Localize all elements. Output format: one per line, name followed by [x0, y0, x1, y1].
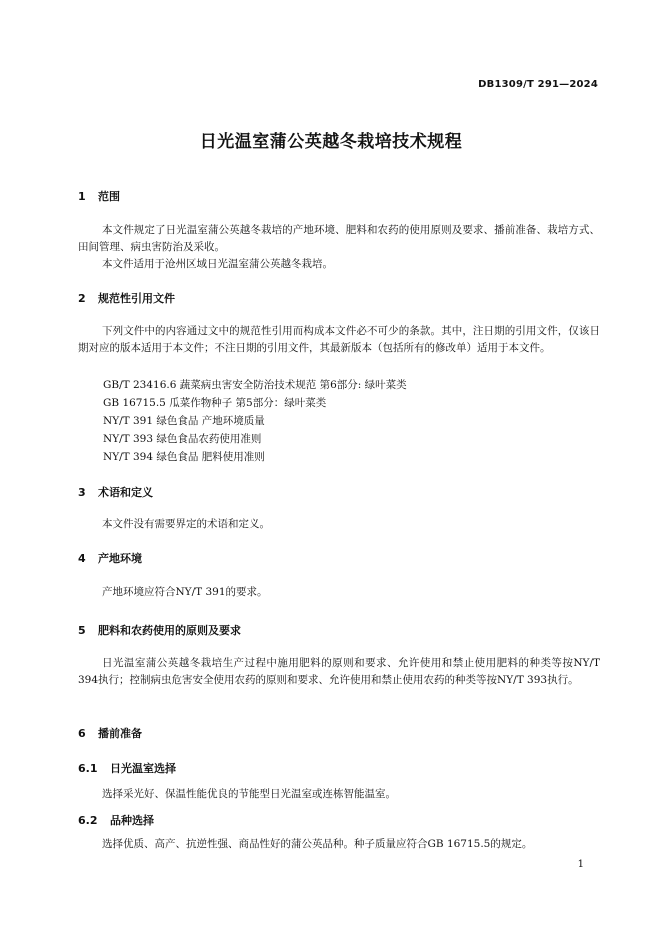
section-number: 1: [78, 190, 86, 203]
document-code: DB1309/T 291—2024: [478, 79, 598, 90]
reference-item: GB 16715.5 瓜菜作物种子 第5部分：绿叶菜类: [103, 397, 327, 409]
section-title: 品种选择: [110, 814, 154, 827]
section-1-paragraph-2: 本文件适用于沧州区域日光温室蒲公英越冬栽培。: [102, 258, 333, 270]
section-title: 日光温室选择: [110, 762, 176, 775]
section-number: 6.2: [78, 814, 98, 827]
section-number: 2: [78, 292, 86, 305]
reference-item: NY/T 393 绿色食品农药使用准则: [103, 433, 262, 445]
section-title: 播前准备: [98, 727, 142, 740]
section-number: 6: [78, 727, 86, 740]
reference-item: GB/T 23416.6 蔬菜病虫害安全防治技术规范 第6部分: 绿叶菜类: [103, 379, 407, 391]
section-2-heading: [78, 290, 175, 306]
section-5-heading: [78, 622, 241, 638]
section-number: 4: [78, 552, 86, 565]
section-6-1-heading: [78, 760, 176, 776]
section-2-paragraph-1: 下列文件中的内容通过文中的规范性引用而构成本文件必不可少的条款。其中，注日期的引用文件，仅该日期对应的版本适用于本文件；不注日期的引用文件，其最新版本（包括所有的修改单）适用于本文件。: [78, 325, 600, 354]
section-title: 产地环境: [98, 552, 142, 565]
section-4-paragraph-1: 产地环境应符合NY/T 391的要求。: [102, 586, 268, 598]
reference-item: NY/T 391 绿色食品 产地环境质量: [103, 415, 265, 427]
section-6-heading: [78, 725, 142, 741]
section-title: 术语和定义: [98, 486, 153, 499]
section-6-2-paragraph-1: 选择优质、高产、抗逆性强、商品性好的蒲公英品种。种子质量应符合GB 16715.5的规定。: [102, 838, 533, 850]
document-title: 日光温室蒲公英越冬栽培技术规程: [199, 132, 463, 152]
section-3-paragraph-1: 本文件没有需要界定的术语和定义。: [102, 518, 270, 530]
section-title: 肥料和农药使用的原则及要求: [98, 624, 241, 637]
section-5-paragraph-1: 日光温室蒲公英越冬栽培生产过程中施用肥料的原则和要求、允许使用和禁止使用肥料的种类等按NY/T 394执行；控制病虫危害安全使用农药的原则和要求、允许使用和禁止使用农药的种类等按NY/T 393执行。: [78, 657, 600, 686]
section-1-heading: [78, 188, 120, 204]
section-number: 6.1: [78, 762, 98, 775]
reference-item: NY/T 394 绿色食品 肥料使用准则: [103, 451, 265, 463]
section-title: 规范性引用文件: [98, 292, 175, 305]
section-number: 5: [78, 624, 86, 637]
page-number: 1: [577, 859, 584, 870]
section-1-paragraph-1: 本文件规定了日光温室蒲公英越冬栽培的产地环境、肥料和农药的使用原则及要求、播前准备、栽培方式、田间管理、病虫害防治及采收。: [78, 224, 600, 253]
section-6-2-heading: [78, 812, 154, 828]
section-6-1-paragraph-1: 选择采光好、保温性能优良的节能型日光温室或连栋智能温室。: [102, 788, 396, 800]
section-title: 范围: [98, 190, 120, 203]
section-4-heading: [78, 550, 142, 566]
section-3-heading: [78, 484, 153, 500]
section-number: 3: [78, 486, 86, 499]
